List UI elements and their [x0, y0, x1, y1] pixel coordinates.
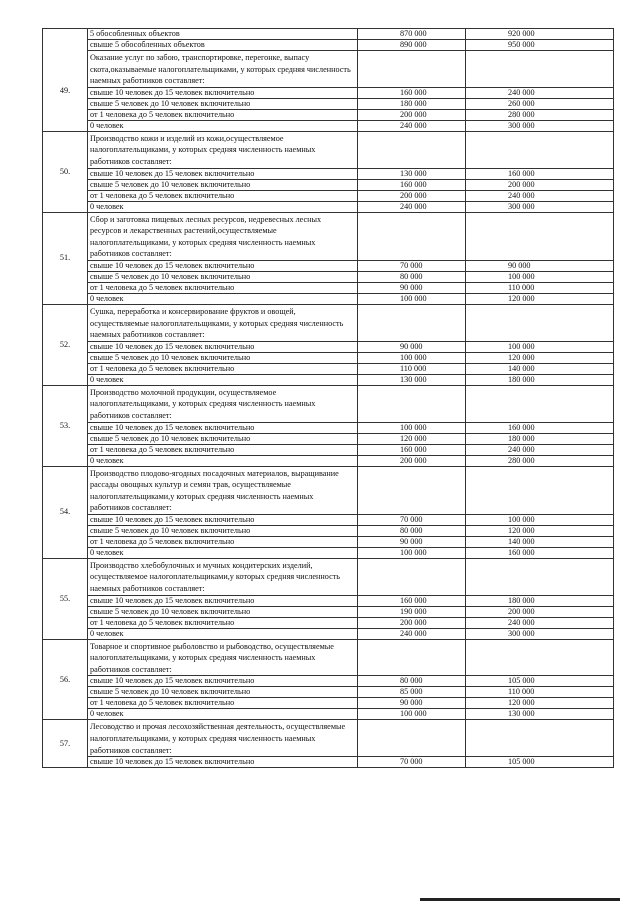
table-row	[43, 709, 614, 720]
value-col-2: 160 000	[466, 168, 614, 179]
value-col-2: 300 000	[466, 120, 614, 131]
row-label: свыше 5 человек до 10 человек включительно	[88, 271, 358, 282]
row-label: 0 человек	[88, 293, 358, 304]
value-col-2: 100 000	[466, 341, 614, 352]
row-label: от 1 человека до 5 человек включительно	[88, 617, 358, 628]
value-col-1: 70 000	[358, 514, 466, 525]
value-col-1: 200 000	[358, 617, 466, 628]
value-col-1: 180 000	[358, 98, 466, 109]
value-col-1: 190 000	[358, 606, 466, 617]
row-label: 0 человек	[88, 455, 358, 466]
value-col-2: 110 000	[466, 687, 614, 698]
section-title: Оказание услуг по забою, транспортировке, перегонке, выпасу скота,оказываемые налогоплательщиками, у которых средняя численность наемных работников составляет:	[88, 51, 358, 88]
table-row	[43, 179, 614, 190]
table-row	[43, 595, 614, 606]
table-row	[43, 606, 614, 617]
value-col-2: 100 000	[466, 271, 614, 282]
row-label: свыше 10 человек до 15 человек включительно	[88, 260, 358, 271]
empty-cell	[466, 720, 614, 757]
value-col-1: 160 000	[358, 179, 466, 190]
empty-cell	[466, 131, 614, 168]
section-title-row	[43, 639, 614, 676]
value-col-2: 120 000	[466, 525, 614, 536]
row-label: от 1 человека до 5 человек включительно	[88, 109, 358, 120]
row-label: от 1 человека до 5 человек включительно	[88, 698, 358, 709]
empty-cell	[358, 466, 466, 514]
row-label: 5 обособленных объектов	[88, 29, 358, 40]
table-row	[43, 374, 614, 385]
table-row	[43, 98, 614, 109]
value-col-1: 240 000	[358, 120, 466, 131]
value-col-2: 105 000	[466, 676, 614, 687]
value-col-1: 160 000	[358, 595, 466, 606]
row-label: свыше 10 человек до 15 человек включительно	[88, 514, 358, 525]
value-col-1: 110 000	[358, 363, 466, 374]
row-label: свыше 10 человек до 15 человек включительно	[88, 757, 358, 768]
row-label: от 1 человека до 5 человек включительно	[88, 282, 358, 293]
section-title: Производство хлебобулочных и мучных кондитерских изделий, осуществляемое налогоплательщиками,у которых средняя численность наемных работников составляет:	[88, 558, 358, 595]
table-row	[43, 455, 614, 466]
table-row	[43, 676, 614, 687]
value-col-1: 85 000	[358, 687, 466, 698]
table-row	[43, 547, 614, 558]
value-col-1: 90 000	[358, 282, 466, 293]
value-col-1: 90 000	[358, 698, 466, 709]
value-col-2: 240 000	[466, 444, 614, 455]
value-col-2: 920 000	[466, 29, 614, 40]
empty-cell	[466, 466, 614, 514]
value-col-2: 140 000	[466, 536, 614, 547]
table-row	[43, 29, 614, 40]
row-label: от 1 человека до 5 человек включительно	[88, 536, 358, 547]
value-col-1: 130 000	[358, 168, 466, 179]
value-col-1: 160 000	[358, 444, 466, 455]
value-col-1: 100 000	[358, 352, 466, 363]
value-col-2: 180 000	[466, 595, 614, 606]
table-row	[43, 628, 614, 639]
row-label: 0 человек	[88, 201, 358, 212]
row-label: от 1 человека до 5 человек включительно	[88, 444, 358, 455]
value-col-2: 240 000	[466, 190, 614, 201]
value-col-1: 200 000	[358, 455, 466, 466]
value-col-1: 120 000	[358, 433, 466, 444]
table-row	[43, 687, 614, 698]
row-label: 0 человек	[88, 628, 358, 639]
table-row	[43, 40, 614, 51]
section-title: Производство плодово-ягодных посадочных материалов, выращивание рассады овощных культур и семян трав, осуществляемые налогоплательщиками,у которых средняя численность наемных работников составляет:	[88, 466, 358, 514]
value-col-1: 90 000	[358, 341, 466, 352]
value-col-1: 200 000	[358, 109, 466, 120]
section-title: Сушка, переработка и консервирование фруктов и овощей, осуществляемые налогоплательщиками, у которых средняя численность наемных работников составляет:	[88, 304, 358, 341]
section-number: 49.	[43, 51, 88, 132]
table-row	[43, 201, 614, 212]
value-col-2: 110 000	[466, 282, 614, 293]
section-number: 56.	[43, 639, 88, 720]
section-title: Лесоводство и прочая лесохозяйственная деятельность, осуществляемые налогоплательщиками, у которых средняя численность наемных работников составляет:	[88, 720, 358, 757]
value-col-2: 260 000	[466, 98, 614, 109]
row-label: свыше 5 человек до 10 человек включительно	[88, 687, 358, 698]
row-label: свыше 10 человек до 15 человек включительно	[88, 595, 358, 606]
section-title-row	[43, 131, 614, 168]
value-col-1: 70 000	[358, 757, 466, 768]
row-label: свыше 5 человек до 10 человек включительно	[88, 433, 358, 444]
section-number: 51.	[43, 212, 88, 304]
value-col-1: 90 000	[358, 536, 466, 547]
table-row	[43, 514, 614, 525]
section-title: Производство кожи и изделий из кожи,осуществляемое налогоплательщиками, у которых средняя численность наемных работников составляет:	[88, 131, 358, 168]
empty-cell	[358, 131, 466, 168]
table-row	[43, 282, 614, 293]
table-row	[43, 698, 614, 709]
value-col-2: 280 000	[466, 455, 614, 466]
empty-cell	[466, 51, 614, 88]
value-col-1: 80 000	[358, 676, 466, 687]
row-label: 0 человек	[88, 120, 358, 131]
empty-cell	[358, 720, 466, 757]
value-col-2: 160 000	[466, 422, 614, 433]
value-col-2: 105 000	[466, 757, 614, 768]
row-label: 0 человек	[88, 547, 358, 558]
row-label: свыше 5 человек до 10 человек включительно	[88, 352, 358, 363]
empty-cell	[358, 212, 466, 260]
row-label: свыше 10 человек до 15 человек включительно	[88, 168, 358, 179]
row-label: свыше 5 обособленных объектов	[88, 40, 358, 51]
row-number-cell	[43, 40, 88, 51]
value-col-1: 870 000	[358, 29, 466, 40]
section-title-row	[43, 51, 614, 88]
section-number: 53.	[43, 385, 88, 466]
value-col-2: 200 000	[466, 606, 614, 617]
empty-cell	[358, 51, 466, 88]
table-row	[43, 536, 614, 547]
value-col-1: 240 000	[358, 201, 466, 212]
table-row	[43, 433, 614, 444]
table-row	[43, 120, 614, 131]
section-number: 50.	[43, 131, 88, 212]
row-label: свыше 5 человек до 10 человек включительно	[88, 606, 358, 617]
section-number: 52.	[43, 304, 88, 385]
table-row	[43, 260, 614, 271]
row-number-cell	[43, 29, 88, 40]
value-col-1: 100 000	[358, 293, 466, 304]
empty-cell	[358, 304, 466, 341]
empty-cell	[358, 639, 466, 676]
value-col-2: 100 000	[466, 514, 614, 525]
row-label: свыше 5 человек до 10 человек включительно	[88, 179, 358, 190]
section-title-row	[43, 558, 614, 595]
table-row	[43, 422, 614, 433]
section-title: Производство молочной продукции, осуществляемое налогоплательщиками, у которых средняя численность наемных работников составляет:	[88, 385, 358, 422]
section-title: Товарное и спортивное рыболовство и рыбоводство, осуществляемые налогоплательщиками, у которых средняя численность наемных работников составляет:	[88, 639, 358, 676]
value-col-1: 80 000	[358, 271, 466, 282]
value-col-1: 240 000	[358, 628, 466, 639]
value-col-1: 130 000	[358, 374, 466, 385]
value-col-2: 90 000	[466, 260, 614, 271]
row-label: свыше 10 человек до 15 человек включительно	[88, 87, 358, 98]
row-label: от 1 человека до 5 человек включительно	[88, 363, 358, 374]
value-col-2: 180 000	[466, 374, 614, 385]
value-col-2: 240 000	[466, 617, 614, 628]
value-col-2: 160 000	[466, 547, 614, 558]
table-row	[43, 109, 614, 120]
row-label: свыше 5 человек до 10 человек включительно	[88, 525, 358, 536]
table-row	[43, 293, 614, 304]
table-row	[43, 271, 614, 282]
section-title-row	[43, 720, 614, 757]
row-label: от 1 человека до 5 человек включительно	[88, 190, 358, 201]
tariff-table-body	[43, 29, 614, 768]
value-col-1: 80 000	[358, 525, 466, 536]
value-col-2: 180 000	[466, 433, 614, 444]
section-title-row	[43, 466, 614, 514]
table-row	[43, 168, 614, 179]
value-col-2: 120 000	[466, 293, 614, 304]
value-col-2: 120 000	[466, 698, 614, 709]
table-row	[43, 363, 614, 374]
empty-cell	[358, 385, 466, 422]
value-col-2: 300 000	[466, 628, 614, 639]
row-label: 0 человек	[88, 709, 358, 720]
table-row	[43, 352, 614, 363]
value-col-1: 100 000	[358, 709, 466, 720]
value-col-2: 240 000	[466, 87, 614, 98]
section-number: 54.	[43, 466, 88, 558]
table-row	[43, 87, 614, 98]
value-col-2: 280 000	[466, 109, 614, 120]
value-col-1: 70 000	[358, 260, 466, 271]
value-col-1: 100 000	[358, 422, 466, 433]
empty-cell	[466, 304, 614, 341]
empty-cell	[466, 639, 614, 676]
row-label: свыше 10 человек до 15 человек включительно	[88, 422, 358, 433]
value-col-2: 130 000	[466, 709, 614, 720]
value-col-1: 200 000	[358, 190, 466, 201]
section-title-row	[43, 304, 614, 341]
table-row	[43, 617, 614, 628]
section-title-row	[43, 212, 614, 260]
empty-cell	[466, 385, 614, 422]
section-title-row	[43, 385, 614, 422]
empty-cell	[358, 558, 466, 595]
table-row	[43, 444, 614, 455]
value-col-2: 300 000	[466, 201, 614, 212]
value-col-1: 160 000	[358, 87, 466, 98]
value-col-2: 120 000	[466, 352, 614, 363]
table-row	[43, 341, 614, 352]
value-col-2: 950 000	[466, 40, 614, 51]
table-row	[43, 190, 614, 201]
section-number: 57.	[43, 720, 88, 768]
tariff-table	[42, 28, 614, 768]
table-row	[43, 757, 614, 768]
row-label: свыше 10 человек до 15 человек включительно	[88, 341, 358, 352]
value-col-2: 140 000	[466, 363, 614, 374]
row-label: свыше 10 человек до 15 человек включительно	[88, 676, 358, 687]
value-col-1: 890 000	[358, 40, 466, 51]
footer-rule	[420, 898, 620, 901]
empty-cell	[466, 212, 614, 260]
value-col-1: 100 000	[358, 547, 466, 558]
table-row	[43, 525, 614, 536]
section-title: Сбор и заготовка пищевых лесных ресурсов, недревесных лесных ресурсов и лекарственных растений,осуществляемые налогоплательщиками, у которых средняя численность наемных работников составляет:	[88, 212, 358, 260]
section-number: 55.	[43, 558, 88, 639]
row-label: 0 человек	[88, 374, 358, 385]
value-col-2: 200 000	[466, 179, 614, 190]
row-label: свыше 5 человек до 10 человек включительно	[88, 98, 358, 109]
empty-cell	[466, 558, 614, 595]
